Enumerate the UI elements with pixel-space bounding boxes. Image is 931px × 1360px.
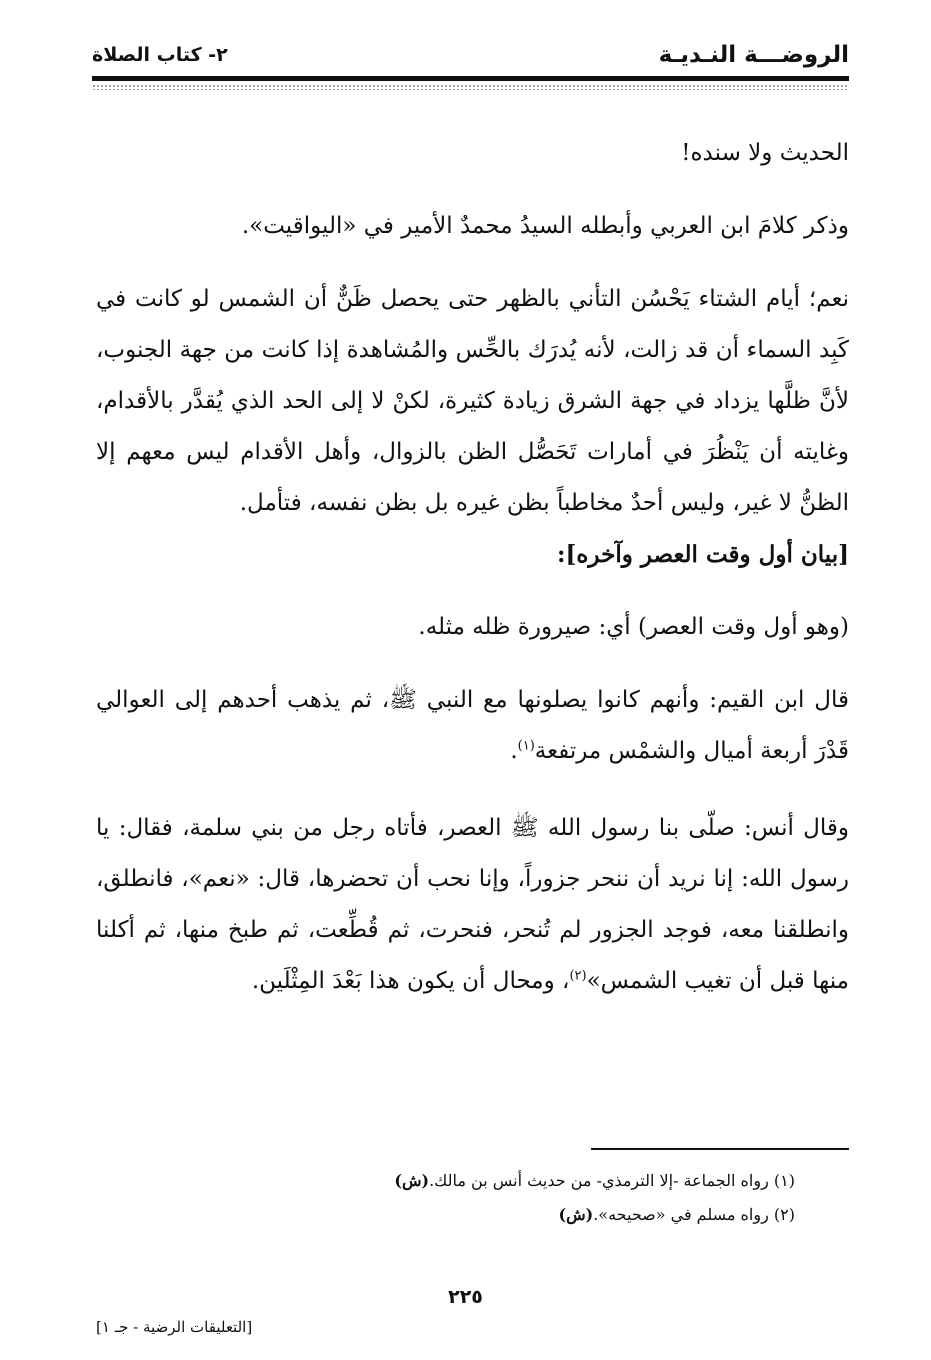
footnote-1	[96, 1164, 795, 1198]
header-rule-pattern	[92, 84, 849, 90]
paragraph-2: وذكر كلامَ ابن العربي وأبطله السيدُ محمدٌ الأمير في «اليواقيت».	[241, 213, 849, 239]
header-rule	[92, 76, 849, 81]
chapter-title: ٢- كتاب الصلاة	[92, 44, 228, 66]
paragraph-6-text: وقال أنس: صلّى بنا رسول الله ﷺ العصر، فأتاه رجل من بني سلمة، فقال: يا رسول الله: إنا نريد أن ننحر جزوراً، وإنا نحب أن تحضرها، قال: «نعم»، فانطلق، وانطلقنا معه، فوجد الجزور لم تُنحر، فنحرت، ثم قُطِّعت، ثم طبخ منها، ثم أكلنا منها قبل أن تغيب الشمس»	[96, 815, 849, 994]
paragraph-1: الحديث ولا سنده!	[681, 140, 849, 166]
series-note: [التعليقات الرضية - جـ ١]	[96, 1318, 253, 1336]
footnote-separator	[591, 1148, 849, 1150]
footnote-ref-1: (١)	[517, 738, 535, 754]
footnotes	[96, 1164, 795, 1232]
paragraph-3: نعم؛ أيام الشتاء يَحْسُن التأني بالظهر حتى يحصل ظَنٌّ أن الشمس لو كانت في كَبِد السماء أن قد زالت، لأنه يُدرَك بالحِّس والمُشاهدة إذا كانت من جهة الجنوب، لأنَّ ظلَّها يزداد في جهة الشرق زيادة كثيرة، لكنْ لا إلى الحد الذي يُقدَّر بالأقدام، وغايته أن يَنْظُرَ في أمارات تَحَصُّل الظن بالزوال، وأهل الأقدام ليس معهم إلا الظنُّ لا غير، وليس أحدٌ مخاطباً بظن غيره بل بظن نفسه، فتأمل.	[96, 286, 849, 516]
page-number: ٢٢٥	[448, 1286, 483, 1308]
footnote-2	[96, 1198, 795, 1232]
main-text	[96, 128, 849, 1007]
book-title: الروضـــة النـديـة	[658, 42, 849, 68]
footnote-2-text: (٢) رواه مسلم في «صحيحه».	[593, 1205, 795, 1224]
footnote-ref-2: (٢)	[569, 968, 587, 984]
footnote-2-mark: (ش)	[558, 1205, 594, 1224]
paragraph-5-end: .	[510, 738, 518, 764]
footnote-1-text: (١) رواه الجماعة -إلا الترمذي- من حديث أنس بن مالك.	[429, 1171, 795, 1190]
paragraph-5	[96, 675, 849, 777]
paragraph-5-text: قال ابن القيم: وأنهم كانوا يصلونها مع النبي ﷺ، ثم يذهب أحدهم إلى العوالي قَدْرَ أربعة أميال والشمْس مرتفعة	[96, 687, 849, 764]
paragraph-6-end: ، ومحال أن يكون هذا بَعْدَ المِثْلَين.	[251, 968, 570, 994]
page-header	[92, 40, 849, 76]
paragraph-4: (وهو أول وقت العصر) أي: صيرورة ظله مثله.	[418, 614, 849, 640]
section-heading: [بيان أول وقت العصر وآخره]:	[556, 541, 849, 568]
paragraph-6	[96, 803, 849, 1007]
footnote-1-mark: (ش)	[394, 1171, 430, 1190]
